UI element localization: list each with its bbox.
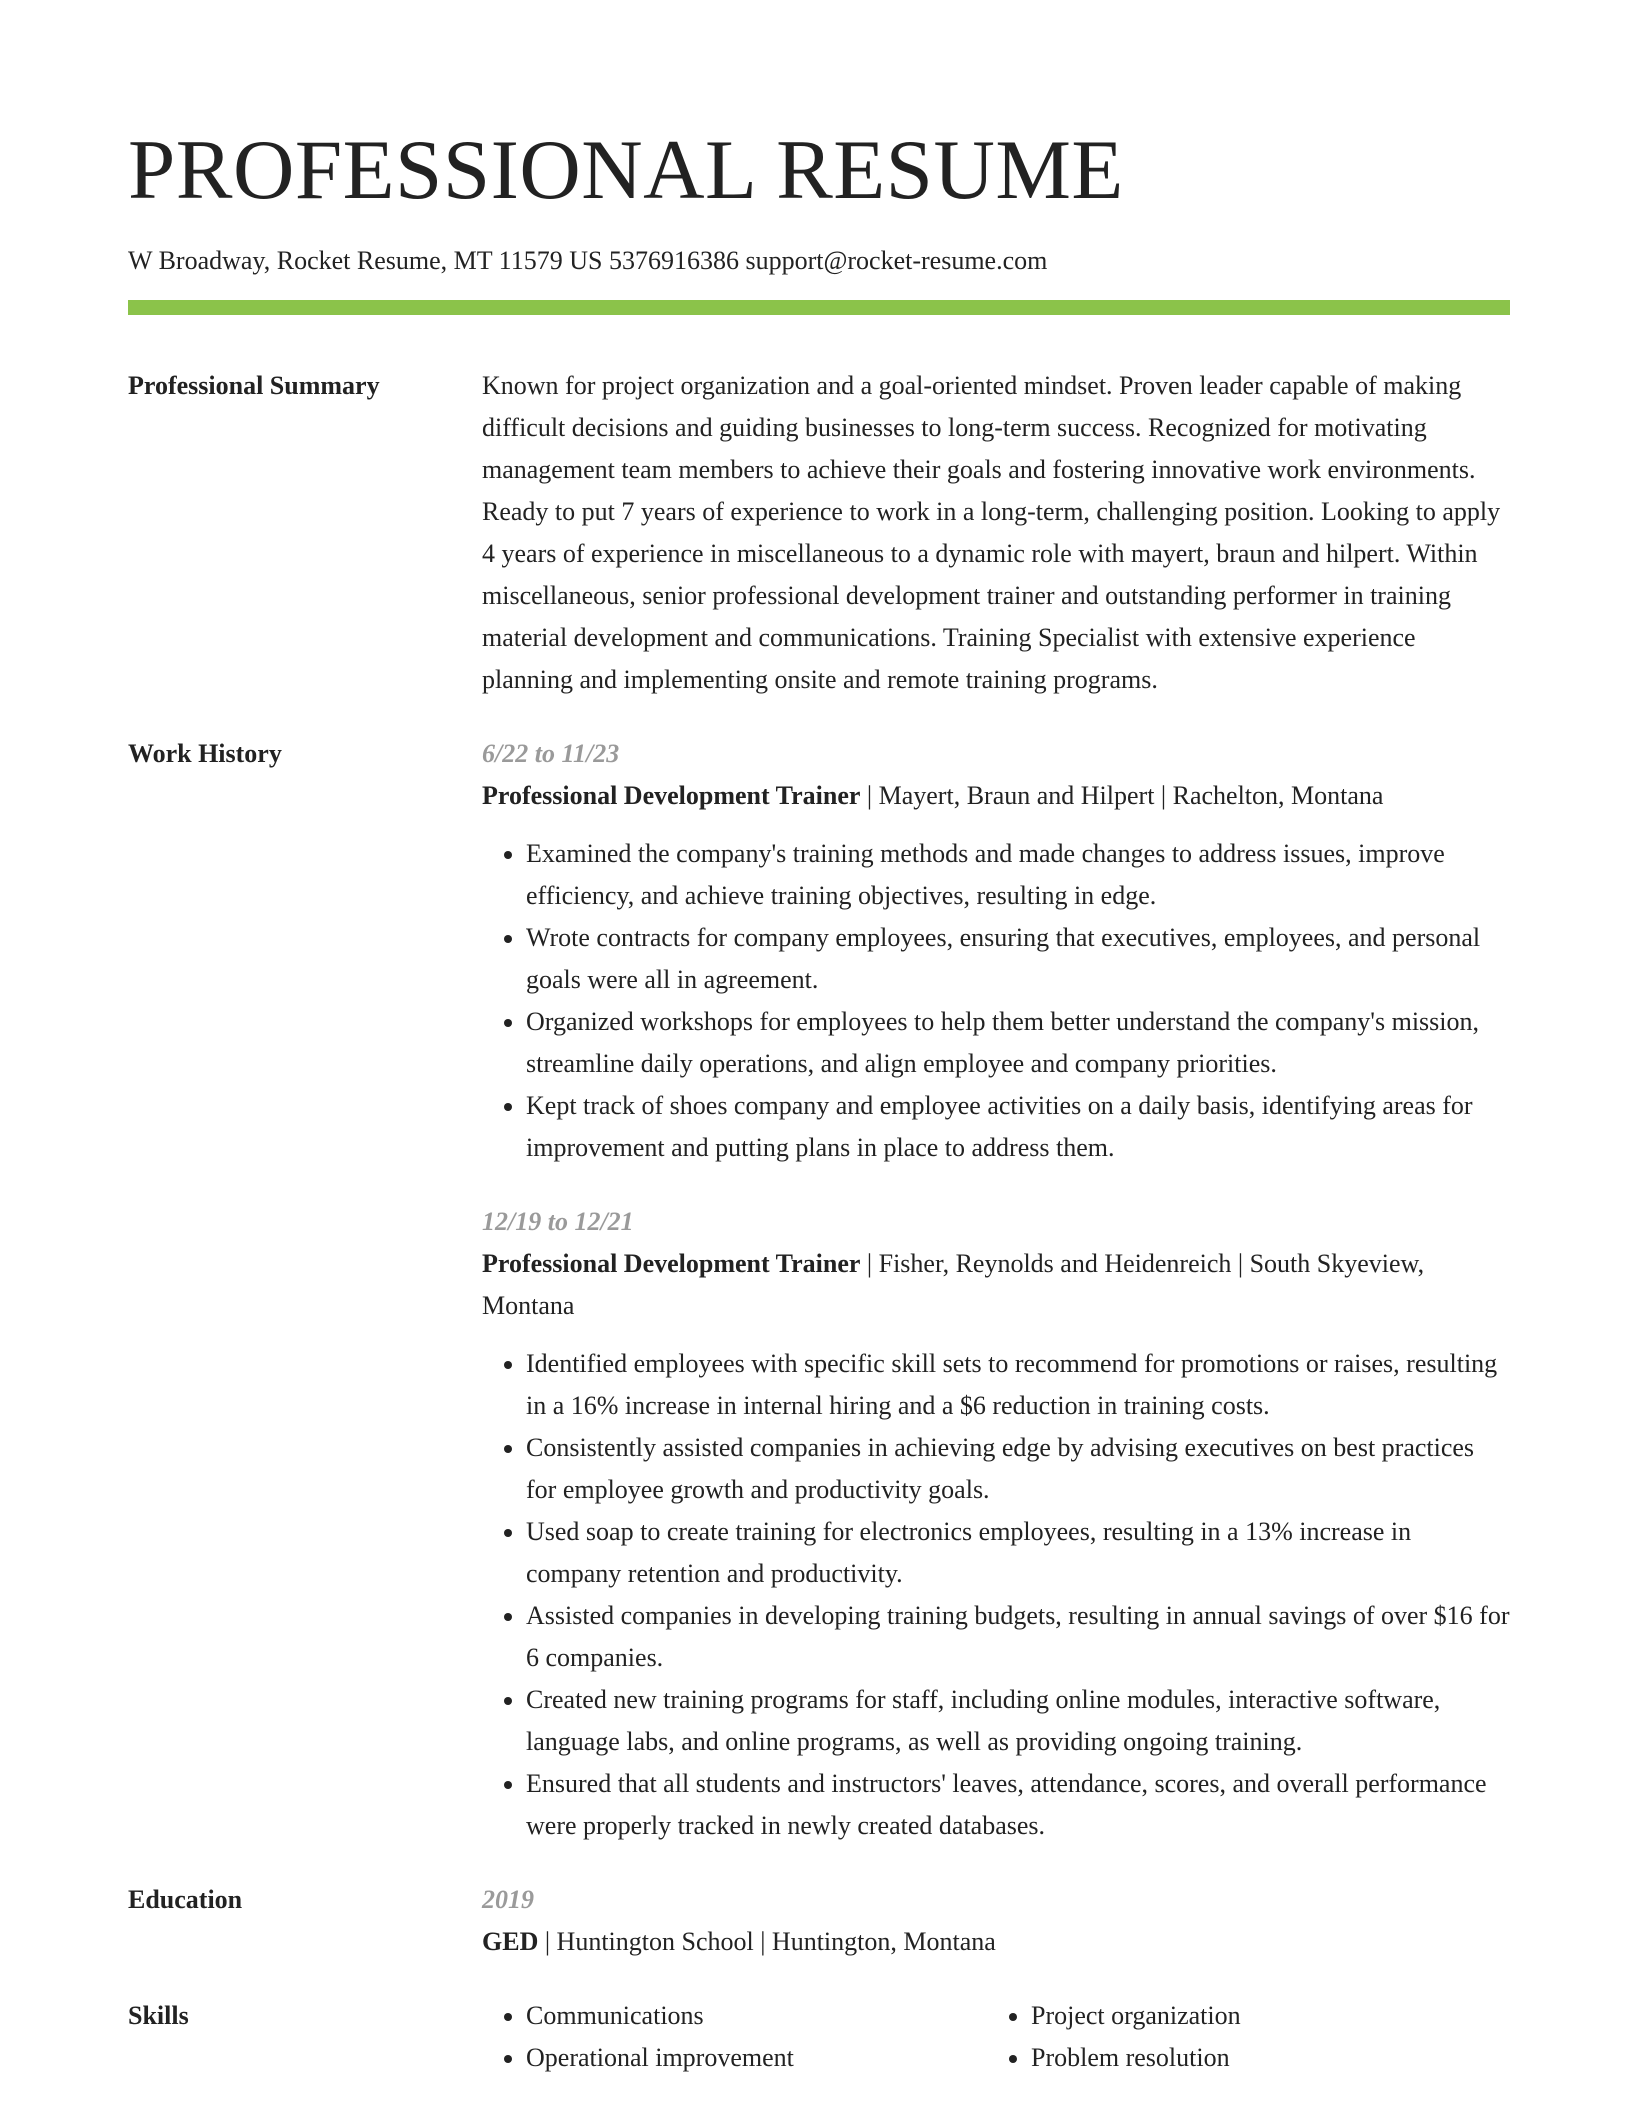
job-bullet: • Organized workshops for employees to help them better understand the company's mission, streamline daily operations, and align employee and company priorities.: [526, 1001, 1510, 1085]
skill-item: • Project organization: [1031, 1995, 1492, 2037]
job-dates: 12/19 to 12/21: [482, 1207, 634, 1236]
resume-title: PROFESSIONAL RESUME: [128, 123, 1124, 217]
job-title: Professional Development Trainer: [482, 1249, 861, 1278]
education-section: [128, 1879, 1510, 1963]
education-details: | Huntington School | Huntington, Montana: [538, 1927, 996, 1956]
education-year: 2019: [482, 1885, 534, 1914]
job-heading: [482, 1243, 1510, 1327]
skills-section: [128, 1995, 1510, 2079]
summary-heading: Professional Summary: [128, 371, 380, 400]
job-bullets: [482, 833, 1510, 1169]
job-bullet: • Assisted companies in developing training budgets, resulting in annual savings of over $16 for 6 companies.: [526, 1595, 1510, 1679]
job-entry: [482, 733, 1510, 1169]
job-bullet: • Kept track of shoes company and employee activities on a daily basis, identifying areas for improvement and putting plans in place to address them.: [526, 1085, 1510, 1169]
job-bullet: • Ensured that all students and instructors' leaves, attendance, scores, and overall performance were properly tracked in newly created databases.: [526, 1763, 1510, 1847]
skill-item: • Operational improvement: [526, 2037, 987, 2079]
contact-line: W Broadway, Rocket Resume, MT 11579 US 5376916386 support@rocket-resume.com: [128, 246, 1048, 275]
education-heading: Education: [128, 1885, 243, 1914]
skills-column: [987, 1995, 1492, 2079]
job-dates: 6/22 to 11/23: [482, 739, 620, 768]
work-history-section: [128, 733, 1510, 1847]
job-bullets: [482, 1343, 1510, 1847]
job-bullet: • Wrote contracts for company employees, ensuring that executives, employees, and personal goals were all in agreement.: [526, 917, 1510, 1001]
job-heading: [482, 775, 1510, 817]
job-entry: [482, 1201, 1510, 1847]
skill-item: • Communications: [526, 1995, 987, 2037]
skills-heading: Skills: [128, 2001, 189, 2030]
job-bullet: • Used soap to create training for electronics employees, resulting in a 13% increase in company retention and productivity.: [526, 1511, 1510, 1595]
education-entry: [482, 1921, 1510, 1963]
skills-column: [482, 1995, 987, 2079]
education-degree: GED: [482, 1927, 539, 1956]
work-history-heading: Work History: [128, 739, 282, 768]
job-details: | Mayert, Braun and Hilpert | Rachelton, Montana: [860, 781, 1384, 810]
skill-item: • Problem resolution: [1031, 2037, 1492, 2079]
skills-grid: [482, 1995, 1510, 2079]
job-bullet: • Identified employees with specific skill sets to recommend for promotions or raises, resulting in a 16% increase in internal hiring and a $6 reduction in training costs.: [526, 1343, 1510, 1427]
resume-page: [128, 120, 1510, 2079]
summary-section: [128, 365, 1510, 701]
job-bullet: • Consistently assisted companies in achieving edge by advising executives on best practices for employee growth and productivity goals.: [526, 1427, 1510, 1511]
job-bullet: • Created new training programs for staff, including online modules, interactive software, language labs, and online programs, as well as providing ongoing training.: [526, 1679, 1510, 1763]
job-bullet: • Examined the company's training methods and made changes to address issues, improve efficiency, and achieve training objectives, resulting in edge.: [526, 833, 1510, 917]
job-title: Professional Development Trainer: [482, 781, 861, 810]
accent-divider: [128, 300, 1510, 315]
job-details: | Fisher, Reynolds and Heidenreich | South Skyeview, Montana: [482, 1249, 1425, 1320]
summary-text: Known for project organization and a goal-oriented mindset. Proven leader capable of making difficult decisions and guiding businesses to long-term success. Recognized for motivating management team members to achieve their goals and fostering innovative work environments. Ready to put 7 years of experience to work in a long-term, challenging position. Looking to apply 4 years of experience in miscellaneous to a dynamic role with mayert, braun and hilpert. Within miscellaneous, senior professional development trainer and outstanding performer in training material development and communications. Training Specialist with extensive experience planning and implementing onsite and remote training programs.: [482, 371, 1501, 694]
